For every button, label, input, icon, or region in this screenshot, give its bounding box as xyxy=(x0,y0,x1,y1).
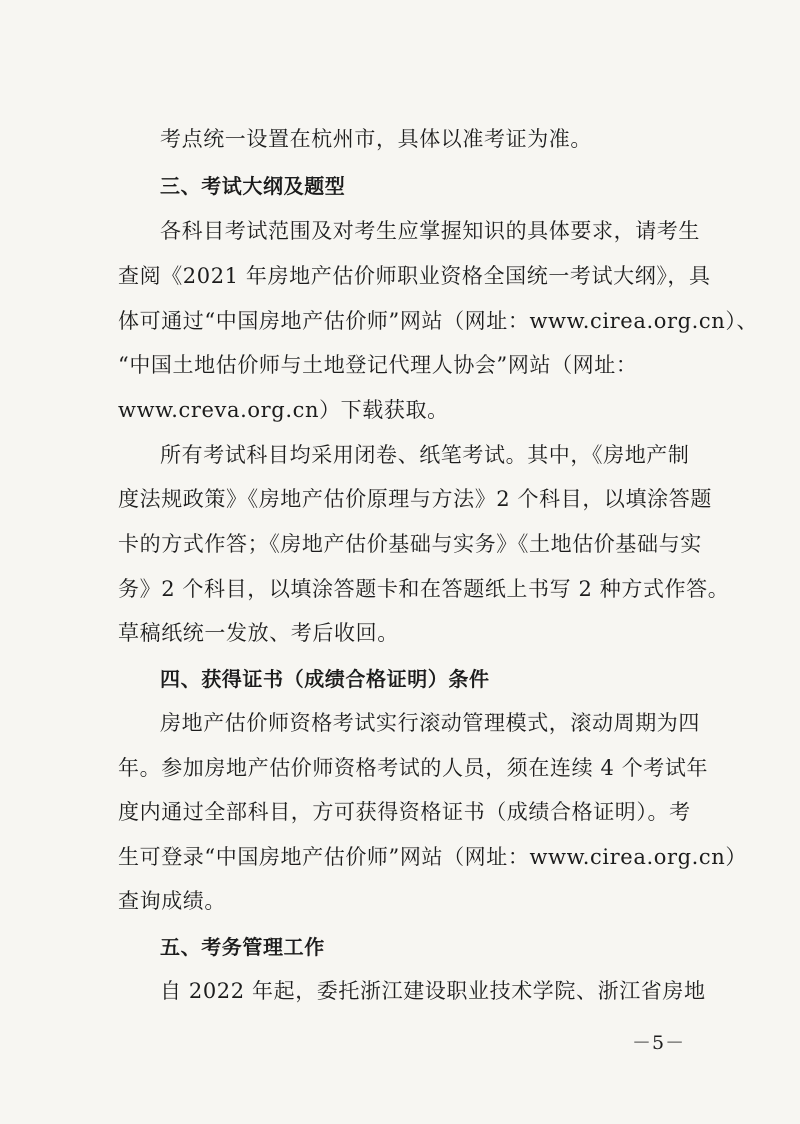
paragraph-line: 查询成绩。 xyxy=(118,889,226,913)
section-heading-4: 四、获得证书（成绩合格证明）条件 xyxy=(160,667,490,691)
paragraph-line: 所有考试科目均采用闭卷、纸笔考试。其中，《房地产制 xyxy=(160,443,690,467)
paragraph-line: “中国土地估价师与土地登记代理人协会”网站（网址： xyxy=(118,353,638,377)
paragraph-line: 务》2 个科目，以填涂答题卡和在答题纸上书写 2 种方式作答。 xyxy=(118,577,730,601)
paragraph-line: 体可通过“中国房地产估价师”网站（网址：www.cirea.org.cn）、 xyxy=(118,309,759,333)
paragraph-line: 年。参加房地产估价师资格考试的人员，须在连续 4 个考试年 xyxy=(118,756,709,780)
section-heading-3: 三、考试大纲及题型 xyxy=(160,174,346,198)
section-heading-5: 五、考务管理工作 xyxy=(160,935,325,959)
paragraph-line: 房地产估价师资格考试实行滚动管理模式，滚动周期为四 xyxy=(160,711,700,735)
paragraph-line: www.creva.org.cn）下载获取。 xyxy=(118,398,449,422)
paragraph-line: 度法规政策》《房地产估价原理与方法》2 个科目，以填涂答题 xyxy=(118,487,712,511)
paragraph-line: 卡的方式作答；《房地产估价基础与实务》《土地估价基础与实 xyxy=(118,532,702,556)
paragraph-line: 查阅《2021 年房地产估价师职业资格全国统一考试大纲》，具 xyxy=(118,264,711,288)
paragraph-line: 度内通过全部科目，方可获得资格证书（成绩合格证明）。考 xyxy=(118,800,691,824)
paragraph-line: 自 2022 年起，委托浙江建设职业技术学院、浙江省房地 xyxy=(160,979,706,1003)
paragraph-line: 草稿纸统一发放、考后收回。 xyxy=(118,621,399,645)
page-number: －5－ xyxy=(632,1032,686,1054)
paragraph-line: 考点统一设置在杭州市，具体以准考证为准。 xyxy=(160,127,592,151)
paragraph-line: 生可登录“中国房地产估价师”网站（网址：www.cirea.org.cn） xyxy=(118,845,748,869)
paragraph-line: 各科目考试范围及对考生应掌握知识的具体要求，请考生 xyxy=(160,219,700,243)
